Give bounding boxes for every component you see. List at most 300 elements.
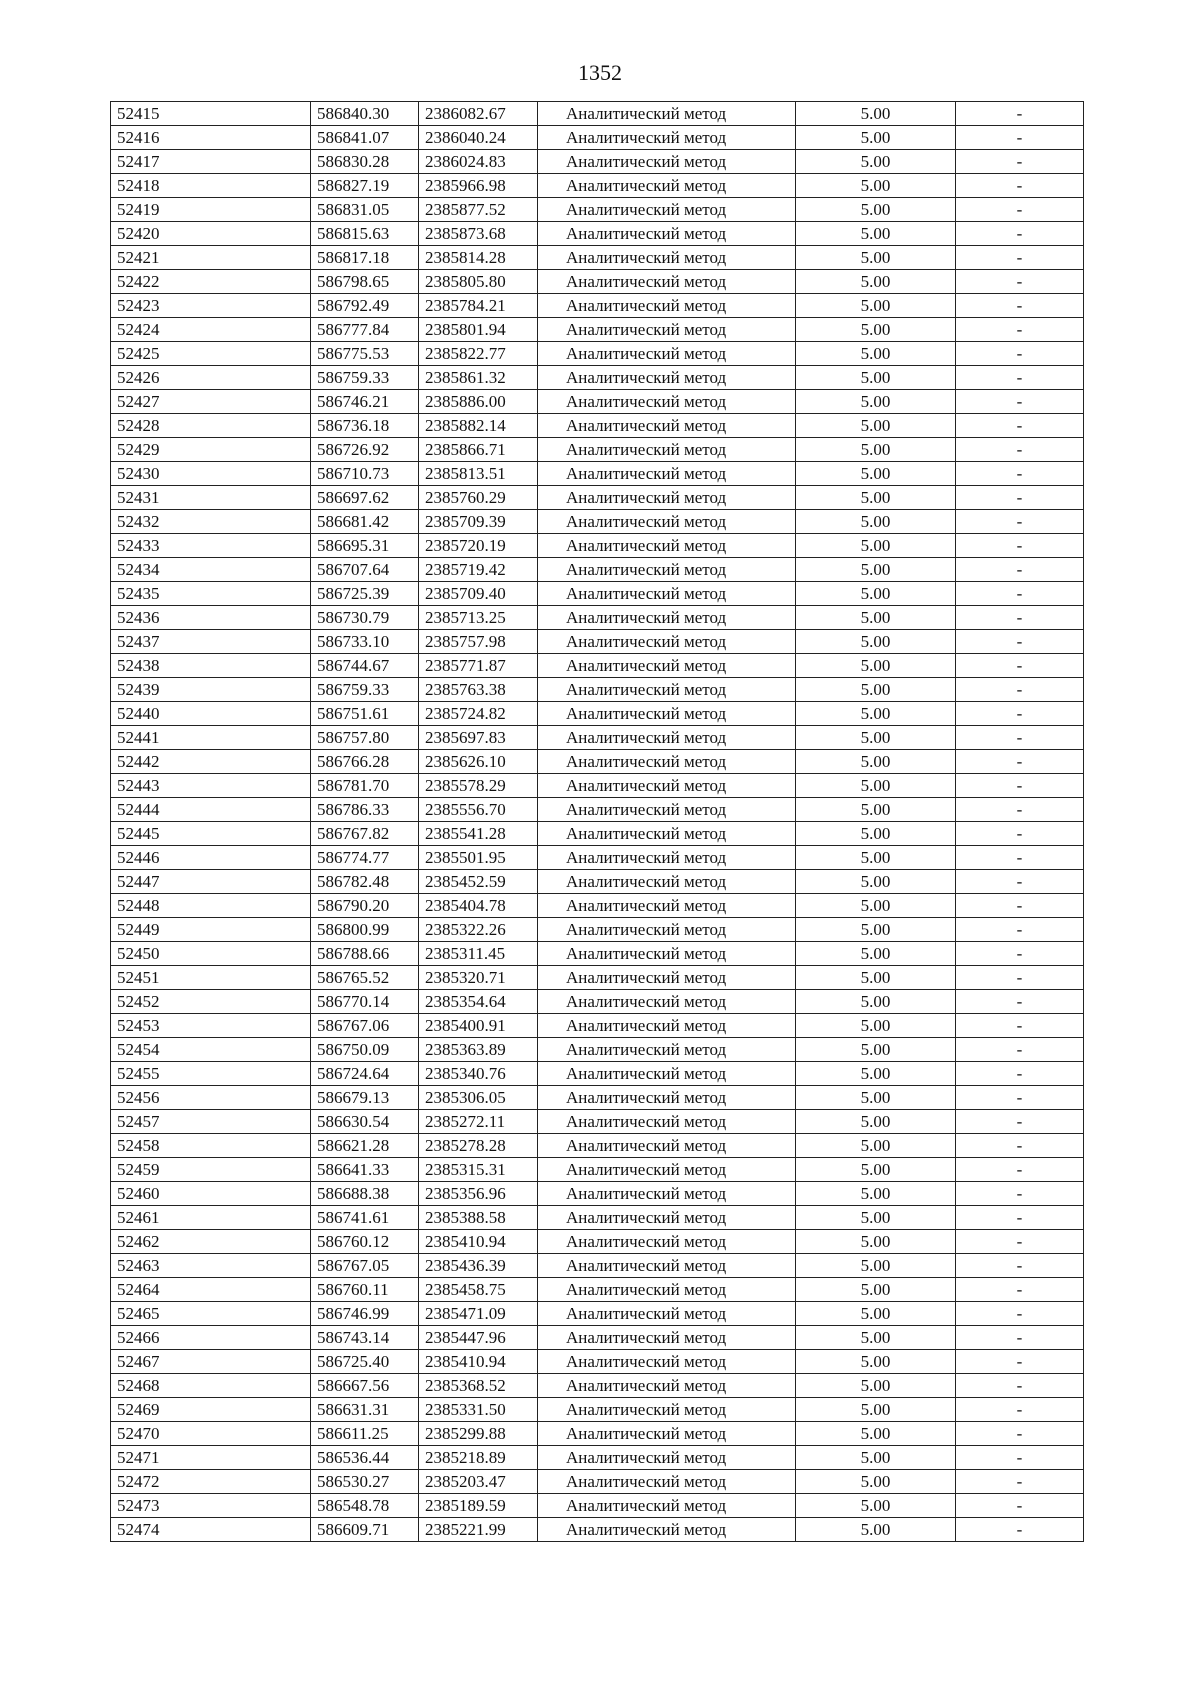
table-row (111, 1326, 1084, 1350)
x-coordinate-cell: 586681.42 (311, 510, 419, 534)
method-cell: Аналитический метод (538, 822, 796, 846)
x-coordinate-cell: 586741.61 (311, 1206, 419, 1230)
accuracy-cell: 5.00 (796, 1254, 956, 1278)
x-coordinate-cell: 586630.54 (311, 1110, 419, 1134)
table-row (111, 1206, 1084, 1230)
x-coordinate-cell: 586774.77 (311, 846, 419, 870)
note-cell: - (956, 102, 1084, 126)
table-row (111, 270, 1084, 294)
y-coordinate-cell: 2385436.39 (419, 1254, 538, 1278)
method-cell: Аналитический метод (538, 414, 796, 438)
x-coordinate-cell: 586621.28 (311, 1134, 419, 1158)
point-number-cell: 52436 (111, 606, 311, 630)
method-cell: Аналитический метод (538, 102, 796, 126)
note-cell: - (956, 1038, 1084, 1062)
table-row (111, 174, 1084, 198)
y-coordinate-cell: 2385306.05 (419, 1086, 538, 1110)
note-cell: - (956, 1014, 1084, 1038)
method-cell: Аналитический метод (538, 1230, 796, 1254)
accuracy-cell: 5.00 (796, 1014, 956, 1038)
y-coordinate-cell: 2385221.99 (419, 1518, 538, 1542)
accuracy-cell: 5.00 (796, 1110, 956, 1134)
y-coordinate-cell: 2385813.51 (419, 462, 538, 486)
x-coordinate-cell: 586767.05 (311, 1254, 419, 1278)
table-row (111, 870, 1084, 894)
y-coordinate-cell: 2385458.75 (419, 1278, 538, 1302)
note-cell: - (956, 1494, 1084, 1518)
accuracy-cell: 5.00 (796, 678, 956, 702)
y-coordinate-cell: 2385713.25 (419, 606, 538, 630)
table-row (111, 942, 1084, 966)
table-row (111, 1350, 1084, 1374)
note-cell: - (956, 1446, 1084, 1470)
accuracy-cell: 5.00 (796, 918, 956, 942)
x-coordinate-cell: 586679.13 (311, 1086, 419, 1110)
point-number-cell: 52470 (111, 1422, 311, 1446)
note-cell: - (956, 774, 1084, 798)
y-coordinate-cell: 2386082.67 (419, 102, 538, 126)
table-row (111, 390, 1084, 414)
note-cell: - (956, 294, 1084, 318)
point-number-cell: 52454 (111, 1038, 311, 1062)
point-number-cell: 52435 (111, 582, 311, 606)
y-coordinate-cell: 2385322.26 (419, 918, 538, 942)
table-row (111, 654, 1084, 678)
accuracy-cell: 5.00 (796, 1470, 956, 1494)
note-cell: - (956, 942, 1084, 966)
accuracy-cell: 5.00 (796, 486, 956, 510)
method-cell: Аналитический метод (538, 894, 796, 918)
method-cell: Аналитический метод (538, 1470, 796, 1494)
x-coordinate-cell: 586631.31 (311, 1398, 419, 1422)
method-cell: Аналитический метод (538, 1182, 796, 1206)
accuracy-cell: 5.00 (796, 606, 956, 630)
accuracy-cell: 5.00 (796, 1326, 956, 1350)
accuracy-cell: 5.00 (796, 342, 956, 366)
y-coordinate-cell: 2385801.94 (419, 318, 538, 342)
y-coordinate-cell: 2385578.29 (419, 774, 538, 798)
table-row (111, 1278, 1084, 1302)
accuracy-cell: 5.00 (796, 1038, 956, 1062)
accuracy-cell: 5.00 (796, 558, 956, 582)
x-coordinate-cell: 586726.92 (311, 438, 419, 462)
x-coordinate-cell: 586781.70 (311, 774, 419, 798)
point-number-cell: 52473 (111, 1494, 311, 1518)
accuracy-cell: 5.00 (796, 750, 956, 774)
x-coordinate-cell: 586760.11 (311, 1278, 419, 1302)
y-coordinate-cell: 2386024.83 (419, 150, 538, 174)
method-cell: Аналитический метод (538, 918, 796, 942)
x-coordinate-cell: 586743.14 (311, 1326, 419, 1350)
table-row (111, 1062, 1084, 1086)
x-coordinate-cell: 586767.82 (311, 822, 419, 846)
accuracy-cell: 5.00 (796, 894, 956, 918)
table-row (111, 126, 1084, 150)
note-cell: - (956, 1158, 1084, 1182)
note-cell: - (956, 1206, 1084, 1230)
x-coordinate-cell: 586790.20 (311, 894, 419, 918)
table-row (111, 822, 1084, 846)
y-coordinate-cell: 2385331.50 (419, 1398, 538, 1422)
y-coordinate-cell: 2385709.39 (419, 510, 538, 534)
table-row (111, 702, 1084, 726)
point-number-cell: 52469 (111, 1398, 311, 1422)
method-cell: Аналитический метод (538, 462, 796, 486)
method-cell: Аналитический метод (538, 774, 796, 798)
accuracy-cell: 5.00 (796, 1302, 956, 1326)
note-cell: - (956, 606, 1084, 630)
table-row (111, 582, 1084, 606)
note-cell: - (956, 798, 1084, 822)
accuracy-cell: 5.00 (796, 1422, 956, 1446)
accuracy-cell: 5.00 (796, 822, 956, 846)
method-cell: Аналитический метод (538, 486, 796, 510)
accuracy-cell: 5.00 (796, 1230, 956, 1254)
table-row (111, 414, 1084, 438)
point-number-cell: 52420 (111, 222, 311, 246)
table-row (111, 1182, 1084, 1206)
y-coordinate-cell: 2385299.88 (419, 1422, 538, 1446)
point-number-cell: 52446 (111, 846, 311, 870)
x-coordinate-cell: 586788.66 (311, 942, 419, 966)
point-number-cell: 52447 (111, 870, 311, 894)
method-cell: Аналитический метод (538, 126, 796, 150)
y-coordinate-cell: 2386040.24 (419, 126, 538, 150)
accuracy-cell: 5.00 (796, 1086, 956, 1110)
accuracy-cell: 5.00 (796, 414, 956, 438)
note-cell: - (956, 654, 1084, 678)
table-row (111, 510, 1084, 534)
y-coordinate-cell: 2385877.52 (419, 198, 538, 222)
accuracy-cell: 5.00 (796, 222, 956, 246)
point-number-cell: 52427 (111, 390, 311, 414)
method-cell: Аналитический метод (538, 630, 796, 654)
note-cell: - (956, 1350, 1084, 1374)
method-cell: Аналитический метод (538, 846, 796, 870)
table-row (111, 1086, 1084, 1110)
point-number-cell: 52457 (111, 1110, 311, 1134)
point-number-cell: 52416 (111, 126, 311, 150)
note-cell: - (956, 990, 1084, 1014)
y-coordinate-cell: 2385784.21 (419, 294, 538, 318)
y-coordinate-cell: 2385709.40 (419, 582, 538, 606)
point-number-cell: 52432 (111, 510, 311, 534)
note-cell: - (956, 1470, 1084, 1494)
method-cell: Аналитический метод (538, 942, 796, 966)
point-number-cell: 52464 (111, 1278, 311, 1302)
note-cell: - (956, 1422, 1084, 1446)
method-cell: Аналитический метод (538, 1062, 796, 1086)
table-row (111, 798, 1084, 822)
y-coordinate-cell: 2385404.78 (419, 894, 538, 918)
method-cell: Аналитический метод (538, 198, 796, 222)
method-cell: Аналитический метод (538, 1158, 796, 1182)
accuracy-cell: 5.00 (796, 366, 956, 390)
accuracy-cell: 5.00 (796, 1134, 956, 1158)
table-row (111, 1518, 1084, 1542)
accuracy-cell: 5.00 (796, 1278, 956, 1302)
y-coordinate-cell: 2385626.10 (419, 750, 538, 774)
note-cell: - (956, 150, 1084, 174)
method-cell: Аналитический метод (538, 270, 796, 294)
accuracy-cell: 5.00 (796, 462, 956, 486)
accuracy-cell: 5.00 (796, 1350, 956, 1374)
point-number-cell: 52448 (111, 894, 311, 918)
method-cell: Аналитический метод (538, 222, 796, 246)
method-cell: Аналитический метод (538, 1374, 796, 1398)
x-coordinate-cell: 586746.99 (311, 1302, 419, 1326)
accuracy-cell: 5.00 (796, 654, 956, 678)
x-coordinate-cell: 586530.27 (311, 1470, 419, 1494)
y-coordinate-cell: 2385697.83 (419, 726, 538, 750)
point-number-cell: 52418 (111, 174, 311, 198)
x-coordinate-cell: 586548.78 (311, 1494, 419, 1518)
method-cell: Аналитический метод (538, 1326, 796, 1350)
accuracy-cell: 5.00 (796, 774, 956, 798)
x-coordinate-cell: 586840.30 (311, 102, 419, 126)
point-number-cell: 52419 (111, 198, 311, 222)
table-row (111, 294, 1084, 318)
x-coordinate-cell: 586611.25 (311, 1422, 419, 1446)
table-row (111, 1014, 1084, 1038)
point-number-cell: 52424 (111, 318, 311, 342)
point-number-cell: 52456 (111, 1086, 311, 1110)
point-number-cell: 52428 (111, 414, 311, 438)
y-coordinate-cell: 2385763.38 (419, 678, 538, 702)
note-cell: - (956, 1278, 1084, 1302)
point-number-cell: 52449 (111, 918, 311, 942)
table-row (111, 606, 1084, 630)
method-cell: Аналитический метод (538, 1086, 796, 1110)
x-coordinate-cell: 586750.09 (311, 1038, 419, 1062)
accuracy-cell: 5.00 (796, 1398, 956, 1422)
table-row (111, 846, 1084, 870)
x-coordinate-cell: 586765.52 (311, 966, 419, 990)
note-cell: - (956, 918, 1084, 942)
note-cell: - (956, 1086, 1084, 1110)
method-cell: Аналитический метод (538, 1110, 796, 1134)
table-row (111, 1494, 1084, 1518)
accuracy-cell: 5.00 (796, 246, 956, 270)
table-row (111, 1158, 1084, 1182)
table-row (111, 1254, 1084, 1278)
method-cell: Аналитический метод (538, 174, 796, 198)
table-row (111, 630, 1084, 654)
point-number-cell: 52458 (111, 1134, 311, 1158)
y-coordinate-cell: 2385311.45 (419, 942, 538, 966)
x-coordinate-cell: 586697.62 (311, 486, 419, 510)
note-cell: - (956, 1230, 1084, 1254)
table-row (111, 966, 1084, 990)
method-cell: Аналитический метод (538, 1302, 796, 1326)
method-cell: Аналитический метод (538, 1494, 796, 1518)
point-number-cell: 52439 (111, 678, 311, 702)
table-row (111, 1422, 1084, 1446)
x-coordinate-cell: 586757.80 (311, 726, 419, 750)
note-cell: - (956, 1110, 1084, 1134)
x-coordinate-cell: 586792.49 (311, 294, 419, 318)
x-coordinate-cell: 586667.56 (311, 1374, 419, 1398)
note-cell: - (956, 1398, 1084, 1422)
point-number-cell: 52472 (111, 1470, 311, 1494)
point-number-cell: 52468 (111, 1374, 311, 1398)
y-coordinate-cell: 2385720.19 (419, 534, 538, 558)
table-row (111, 150, 1084, 174)
point-number-cell: 52433 (111, 534, 311, 558)
table-row (111, 366, 1084, 390)
note-cell: - (956, 966, 1084, 990)
accuracy-cell: 5.00 (796, 1158, 956, 1182)
method-cell: Аналитический метод (538, 1350, 796, 1374)
note-cell: - (956, 1302, 1084, 1326)
method-cell: Аналитический метод (538, 726, 796, 750)
point-number-cell: 52453 (111, 1014, 311, 1038)
x-coordinate-cell: 586827.19 (311, 174, 419, 198)
note-cell: - (956, 318, 1084, 342)
note-cell: - (956, 750, 1084, 774)
point-number-cell: 52441 (111, 726, 311, 750)
accuracy-cell: 5.00 (796, 198, 956, 222)
note-cell: - (956, 174, 1084, 198)
y-coordinate-cell: 2385556.70 (419, 798, 538, 822)
accuracy-cell: 5.00 (796, 102, 956, 126)
x-coordinate-cell: 586724.64 (311, 1062, 419, 1086)
point-number-cell: 52442 (111, 750, 311, 774)
method-cell: Аналитический метод (538, 510, 796, 534)
accuracy-cell: 5.00 (796, 126, 956, 150)
point-number-cell: 52462 (111, 1230, 311, 1254)
accuracy-cell: 5.00 (796, 582, 956, 606)
accuracy-cell: 5.00 (796, 630, 956, 654)
table-row (111, 918, 1084, 942)
x-coordinate-cell: 586536.44 (311, 1446, 419, 1470)
accuracy-cell: 5.00 (796, 702, 956, 726)
x-coordinate-cell: 586830.28 (311, 150, 419, 174)
table-row (111, 1038, 1084, 1062)
method-cell: Аналитический метод (538, 582, 796, 606)
table-row (111, 750, 1084, 774)
method-cell: Аналитический метод (538, 294, 796, 318)
y-coordinate-cell: 2385873.68 (419, 222, 538, 246)
table-row (111, 102, 1084, 126)
note-cell: - (956, 366, 1084, 390)
accuracy-cell: 5.00 (796, 294, 956, 318)
table-row (111, 1110, 1084, 1134)
x-coordinate-cell: 586759.33 (311, 366, 419, 390)
accuracy-cell: 5.00 (796, 510, 956, 534)
point-number-cell: 52443 (111, 774, 311, 798)
point-number-cell: 52440 (111, 702, 311, 726)
table-row (111, 1134, 1084, 1158)
accuracy-cell: 5.00 (796, 1518, 956, 1542)
y-coordinate-cell: 2385315.31 (419, 1158, 538, 1182)
note-cell: - (956, 198, 1084, 222)
method-cell: Аналитический метод (538, 966, 796, 990)
x-coordinate-cell: 586725.40 (311, 1350, 419, 1374)
point-number-cell: 52461 (111, 1206, 311, 1230)
x-coordinate-cell: 586746.21 (311, 390, 419, 414)
point-number-cell: 52474 (111, 1518, 311, 1542)
y-coordinate-cell: 2385861.32 (419, 366, 538, 390)
y-coordinate-cell: 2385719.42 (419, 558, 538, 582)
method-cell: Аналитический метод (538, 318, 796, 342)
y-coordinate-cell: 2385882.14 (419, 414, 538, 438)
accuracy-cell: 5.00 (796, 846, 956, 870)
note-cell: - (956, 1374, 1084, 1398)
note-cell: - (956, 702, 1084, 726)
point-number-cell: 52425 (111, 342, 311, 366)
note-cell: - (956, 246, 1084, 270)
point-number-cell: 52430 (111, 462, 311, 486)
point-number-cell: 52422 (111, 270, 311, 294)
note-cell: - (956, 510, 1084, 534)
x-coordinate-cell: 586707.64 (311, 558, 419, 582)
accuracy-cell: 5.00 (796, 438, 956, 462)
point-number-cell: 52463 (111, 1254, 311, 1278)
y-coordinate-cell: 2385272.11 (419, 1110, 538, 1134)
note-cell: - (956, 630, 1084, 654)
note-cell: - (956, 1182, 1084, 1206)
method-cell: Аналитический метод (538, 246, 796, 270)
y-coordinate-cell: 2385724.82 (419, 702, 538, 726)
y-coordinate-cell: 2385757.98 (419, 630, 538, 654)
point-number-cell: 52465 (111, 1302, 311, 1326)
point-number-cell: 52417 (111, 150, 311, 174)
x-coordinate-cell: 586767.06 (311, 1014, 419, 1038)
x-coordinate-cell: 586775.53 (311, 342, 419, 366)
table-row (111, 1374, 1084, 1398)
point-number-cell: 52450 (111, 942, 311, 966)
note-cell: - (956, 822, 1084, 846)
y-coordinate-cell: 2385501.95 (419, 846, 538, 870)
method-cell: Аналитический метод (538, 1422, 796, 1446)
accuracy-cell: 5.00 (796, 726, 956, 750)
method-cell: Аналитический метод (538, 366, 796, 390)
note-cell: - (956, 438, 1084, 462)
table-row (111, 1446, 1084, 1470)
method-cell: Аналитический метод (538, 606, 796, 630)
x-coordinate-cell: 586777.84 (311, 318, 419, 342)
y-coordinate-cell: 2385771.87 (419, 654, 538, 678)
y-coordinate-cell: 2385447.96 (419, 1326, 538, 1350)
x-coordinate-cell: 586766.28 (311, 750, 419, 774)
x-coordinate-cell: 586831.05 (311, 198, 419, 222)
y-coordinate-cell: 2385410.94 (419, 1230, 538, 1254)
note-cell: - (956, 726, 1084, 750)
accuracy-cell: 5.00 (796, 1182, 956, 1206)
x-coordinate-cell: 586786.33 (311, 798, 419, 822)
x-coordinate-cell: 586751.61 (311, 702, 419, 726)
accuracy-cell: 5.00 (796, 966, 956, 990)
table-row (111, 438, 1084, 462)
y-coordinate-cell: 2385203.47 (419, 1470, 538, 1494)
accuracy-cell: 5.00 (796, 798, 956, 822)
x-coordinate-cell: 586798.65 (311, 270, 419, 294)
method-cell: Аналитический метод (538, 1038, 796, 1062)
y-coordinate-cell: 2385541.28 (419, 822, 538, 846)
accuracy-cell: 5.00 (796, 534, 956, 558)
x-coordinate-cell: 586688.38 (311, 1182, 419, 1206)
y-coordinate-cell: 2385814.28 (419, 246, 538, 270)
accuracy-cell: 5.00 (796, 150, 956, 174)
x-coordinate-cell: 586841.07 (311, 126, 419, 150)
table-row (111, 198, 1084, 222)
method-cell: Аналитический метод (538, 798, 796, 822)
note-cell: - (956, 558, 1084, 582)
point-number-cell: 52445 (111, 822, 311, 846)
y-coordinate-cell: 2385886.00 (419, 390, 538, 414)
note-cell: - (956, 342, 1084, 366)
